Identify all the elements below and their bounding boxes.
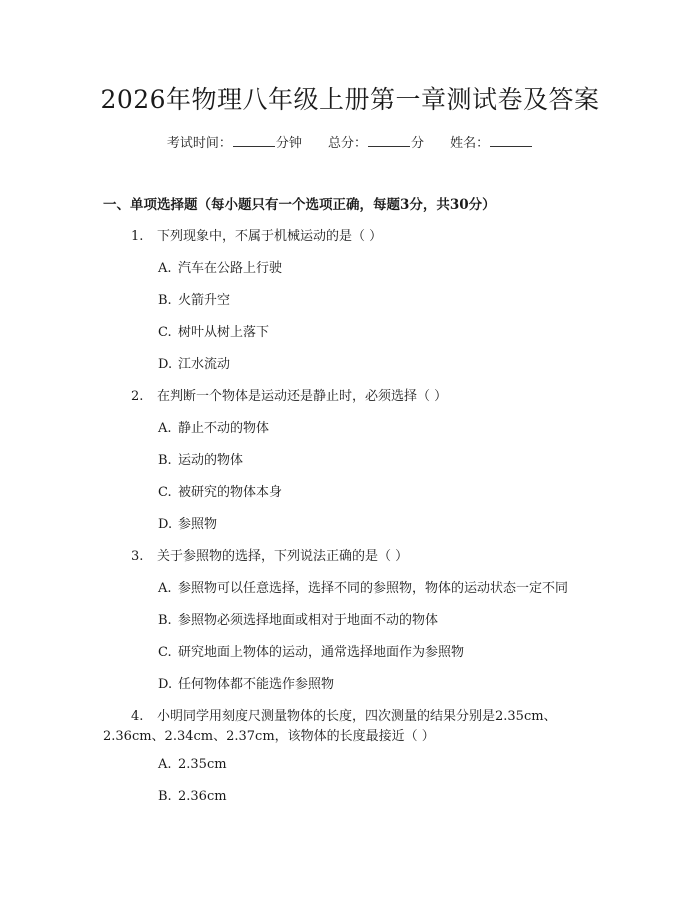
question-2 [131,385,447,404]
option-letter: A. [158,421,172,436]
exam-info-line [0,132,700,151]
q2-option-a [158,417,269,436]
question-text: 小明同学用刻度尺测量物体的长度，四次测量的结果分别是2.35cm、 [157,709,557,724]
option-text: 研究地面上物体的运动，通常选择地面作为参照物 [178,645,465,660]
q4-option-b [158,789,227,804]
exam-time-field [167,132,302,151]
exam-time-label: 考试时间： [166,136,232,151]
option-letter: A. [158,261,172,276]
option-text: 任何物体都不能选作参照物 [178,677,335,692]
q2-option-d [158,513,217,532]
question-1 [131,225,382,244]
option-text: 汽车在公路上行驶 [178,261,283,276]
q1-option-c [158,321,269,340]
question-3 [131,545,408,564]
q1-option-b [158,289,230,308]
exam-time-unit: 分钟 [275,136,302,151]
option-letter: B. [158,789,172,804]
option-text: 江水流动 [178,357,231,372]
student-name-blank [490,134,532,147]
question-number: 2. [131,389,144,404]
option-letter: A. [158,581,172,596]
option-letter: D. [158,517,173,532]
question-number: 3. [131,549,144,564]
option-text: 2.36cm [178,789,227,804]
option-letter: B. [158,613,172,628]
option-text: 参照物必须选择地面或相对于地面不动的物体 [178,613,439,628]
student-name-field [450,132,533,151]
option-letter: C. [158,485,172,500]
q3-option-b [158,609,438,628]
q4-option-a [158,757,227,772]
question-number: 1. [131,229,144,244]
student-name-label: 姓名： [450,136,490,151]
question-text: 关于参照物的选择，下列说法正确的是（ ） [157,549,409,564]
q1-option-d [158,353,230,372]
option-letter: B. [158,453,172,468]
question-4-continuation: 2.36cm、2.34cm、2.37cm，该物体的长度最接近（ ） [103,729,435,744]
q1-option-a [158,257,282,276]
option-text: 运动的物体 [178,453,244,468]
question-text: 在判断一个物体是运动还是静止时，必须选择（ ） [157,389,448,404]
option-letter: C. [158,325,172,340]
option-text: 被研究的物体本身 [178,485,283,500]
option-text: 火箭升空 [178,293,231,308]
total-score-field [328,132,424,151]
exam-title: 2026年物理八年级上册第一章测试卷及答案 [100,85,600,114]
option-letter: B. [158,293,172,308]
option-text: 树叶从树上落下 [178,325,270,340]
total-score-unit: 分 [411,136,425,151]
q2-option-c [158,481,282,500]
option-text: 参照物 [178,517,218,532]
option-text: 参照物可以任意选择，选择不同的参照物，物体的运动状态一定不同 [178,581,569,596]
q3-option-a [158,577,568,596]
option-text: 静止不动的物体 [178,421,270,436]
option-letter: D. [158,677,173,692]
total-score-label: 总分： [327,136,367,151]
section-heading: 一、单项选择题（每小题只有一个选项正确，每题3分，共30分） [103,197,496,213]
question-text: 下列现象中，不属于机械运动的是（ ） [157,229,383,244]
q3-option-c [158,641,464,660]
total-score-blank [368,134,410,147]
q2-option-b [158,449,243,468]
q3-option-d [158,673,334,692]
question-4 [131,705,557,724]
question-number: 4. [131,709,144,724]
exam-time-blank [233,134,275,147]
option-letter: A. [158,757,172,772]
option-letter: D. [158,357,173,372]
option-letter: C. [158,645,172,660]
option-text: 2.35cm [178,757,227,772]
